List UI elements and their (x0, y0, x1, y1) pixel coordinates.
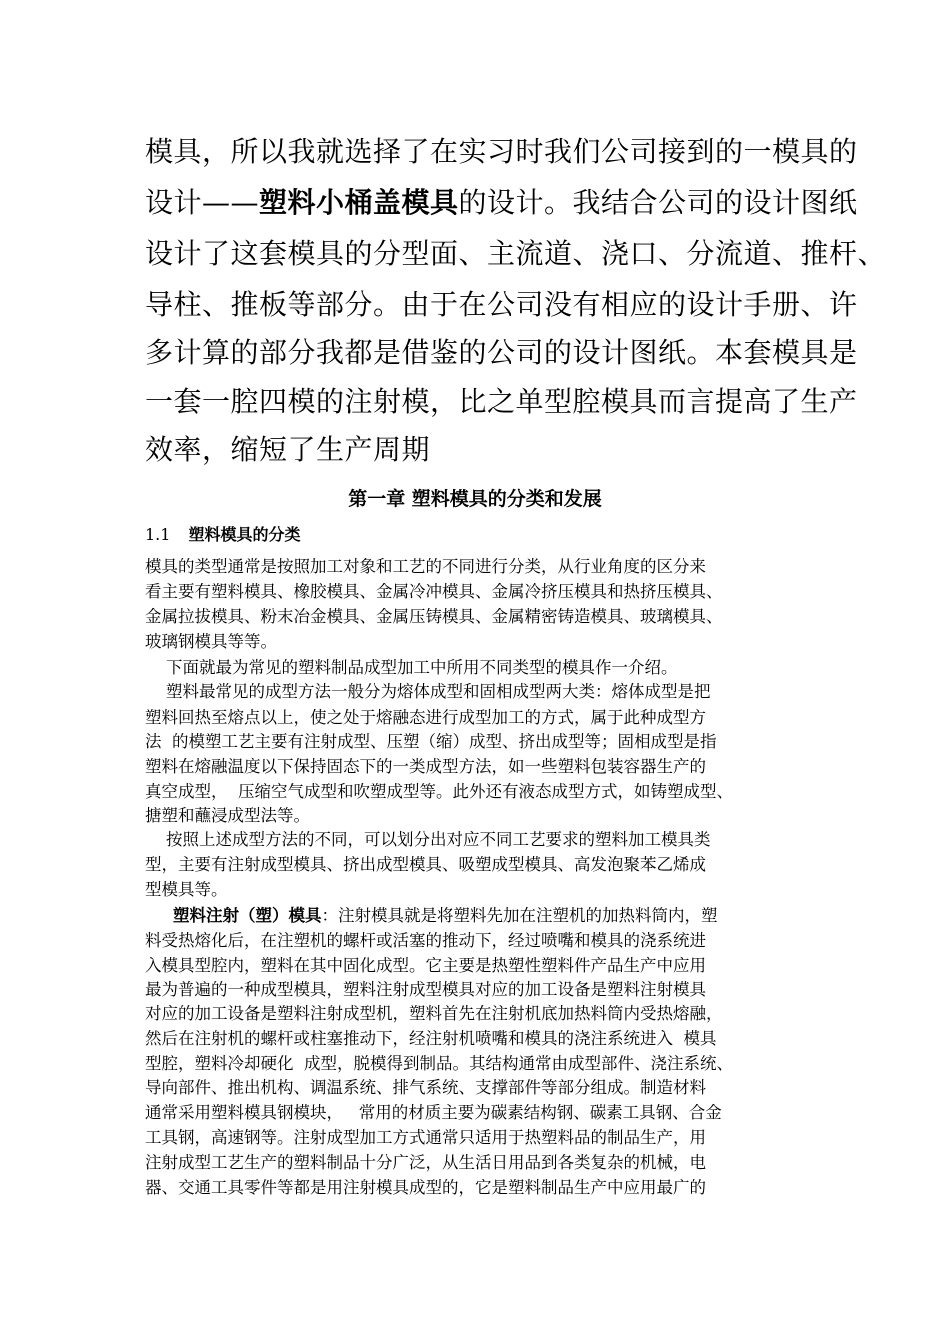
body-line: 料受热熔化后，在注塑机的螺杆或活塞的推动下，经过喷嘴和模具的浇系统进 (145, 931, 706, 950)
intro-line: 多计算的部分我都是借鉴的公司的设计图纸。本套模具是 (145, 336, 858, 369)
chapter-title: 第一章 塑料模具的分类和发展 (348, 488, 602, 510)
intro-text: 设计—— (145, 186, 260, 219)
body-line: 器、交通工具零件等都是用注射模具成型的，它是塑料制品生产中应用最广的 (145, 1178, 706, 1197)
body-line: 注射成型工艺生产的塑料制品十分广泛，从生活日用品到各类复杂的机械，电 (145, 1153, 706, 1172)
intro-line: 导柱、推板等部分。由于在公司没有相应的设计手册、许 (145, 288, 858, 321)
body-line (145, 904, 718, 928)
paragraph-lead: 塑料注射（塑）模具 (173, 906, 322, 925)
body-line: 型，主要有注射成型模具、挤出成型模具、吸塑成型模具、高发泡聚苯乙烯成 (145, 855, 706, 874)
body-line: 真空成型， 压缩空气成型和吹塑成型等。此外还有液态成型方式，如铸塑成型、 (145, 782, 733, 801)
section-number: 1.1 (145, 525, 171, 544)
body-line: 模具的类型通常是按照加工对象和工艺的不同进行分类，从行业角度的区分来 (145, 557, 706, 576)
paragraph-text: ：注射模具就是将塑料先加在注塑机的加热料筒内，塑 (321, 906, 718, 925)
intro-line: 设计了这套模具的分型面、主流道、浇口、分流道、推杆、 (145, 237, 887, 270)
body-line: 型模具等。 (145, 880, 228, 899)
body-line: 金属拉拔模具、粉末冶金模具、金属压铸模具、金属精密铸造模具、玻璃模具、 (145, 607, 723, 626)
body-line: 对应的加工设备是塑料注射成型机，塑料首先在注射机底加热料筒内受热熔融， (145, 1004, 723, 1023)
body-line: 最为普遍的一种成型模具，塑料注射成型模具对应的加工设备是塑料注射模具 (145, 980, 706, 999)
body-line: 按照上述成型方法的不同，可以划分出对应不同工艺要求的塑料加工模具类 (145, 830, 711, 849)
body-line: 塑料在熔融温度以下保持固态下的一类成型方法，如一些塑料包装容器生产的 (145, 757, 706, 776)
body-line: 导向部件、推出机构、调温系统、排气系统、支撑部件等部分组成。制造材料 (145, 1078, 706, 1097)
section-title: 塑料模具的分类 (188, 525, 301, 544)
intro-line: 模具，所以我就选择了在实习时我们公司接到的一模具的 (145, 135, 858, 168)
body-line: 搪塑和蘸浸成型法等。 (145, 806, 310, 825)
body-line: 玻璃钢模具等等。 (145, 632, 277, 651)
intro-line: 一套一腔四模的注射模，比之单型腔模具而言提高了生产 (145, 385, 858, 418)
intro-line: 效率，缩短了生产周期 (145, 433, 431, 466)
body-line: 法 的模塑工艺主要有注射成型、压塑（缩）成型、挤出成型等；固相成型是指 (145, 732, 717, 751)
body-line: 看主要有塑料模具、橡胶模具、金属冷冲模具、金属冷挤压模具和热挤压模具、 (145, 582, 723, 601)
body-line: 下面就最为常见的塑料制品成型加工中所用不同类型的模具作一介绍。 (145, 658, 678, 677)
intro-line (145, 183, 858, 223)
section-heading (145, 522, 300, 548)
intro-text: 的设计。我结合公司的设计图纸 (458, 186, 858, 219)
body-line: 型腔，塑料冷却硬化 成型，脱模得到制品。其结构通常由成型部件、浇注系统、 (145, 1054, 733, 1073)
body-line: 工具钢，高速钢等。注射成型加工方式通常只适用于热塑料品的制品生产，用 (145, 1128, 706, 1147)
body-line: 然后在注射机的螺杆或柱塞推动下，经注射机喷嘴和模具的浇注系统进入 模具 (145, 1029, 717, 1048)
body-line: 塑料最常见的成型方法一般分为熔体成型和固相成型两大类：熔体成型是把 (145, 682, 711, 701)
body-line: 塑料回热至熔点以上，使之处于熔融态进行成型加工的方式，属于此种成型方 (145, 708, 706, 727)
body-line: 入模具型腔内，塑料在其中固化成型。它主要是热塑性塑料件产品生产中应用 (145, 956, 706, 975)
body-line: 通常采用塑料模具钢模块， 常用的材质主要为碳素结构钢、碳素工具钢、合金 (145, 1103, 722, 1122)
intro-emphasis: 塑料小桶盖模具 (259, 186, 459, 219)
